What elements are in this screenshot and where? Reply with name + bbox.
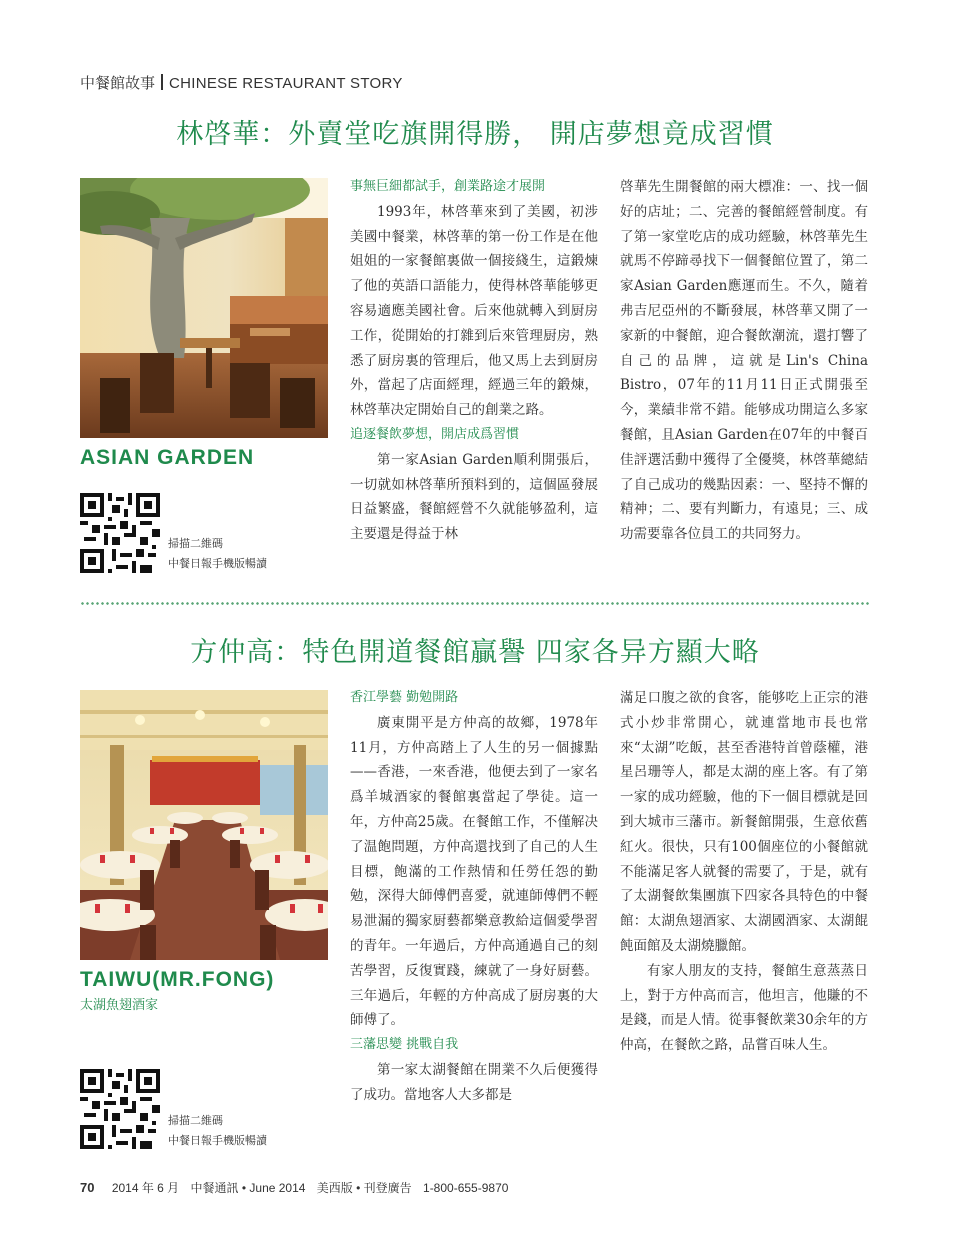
publication-name: 中餐通訊 • June 2014 [190,1181,306,1195]
subheading: 事無巨細都試手，創業路途才展開 [350,179,546,194]
article2-headline: 方仲高：特色開道餐館贏譽 四家各异方顯大略 [190,637,760,668]
section-divider [80,601,870,607]
subheading: 香江學藝 勤勉開路 [350,690,459,705]
qr-caption-line1: 掃描二維碼 [168,1114,223,1127]
qr-caption-line2: 中餐日報手機版暢讀 [168,1134,267,1147]
edition-label: 美西版 • 刊登廣告 [316,1181,412,1195]
article1-column2 [620,175,868,597]
subheading: 追逐餐飲夢想，開店成爲習慣 [350,426,520,442]
header-divider [161,74,163,90]
article1-column1 [350,175,598,597]
article2-column2 [620,686,868,1136]
qr-caption-line1: 掃描二維碼 [168,537,223,550]
article1-headline: 林啓華：外賣堂吃旗開得勝， 開店夢想竟成習慣 [176,119,774,150]
paragraph: 1993年，林啓華來到了美國，初涉美國中餐業，林啓華的第一份工作是在他姐姐的一家餐館裏做一個接綫生，這鍛煉了他的英語口語能力，使得林啓華能够更容易適應美國社會。后來他就轉入到厨房工作，從開始的打雜到后來管理厨房，熟悉了厨房裏的管理后，他又馬上去到厨房外，當起了店面經理，經過三年的鍛煉，林啓華决定開始自己的創業之路。 [350,203,598,419]
section-name-cn: 中餐館故事 [80,74,156,92]
article2-photo-caption-cn: 太湖魚翅酒家 [80,998,159,1013]
page-number: 70 [80,1180,95,1195]
paragraph-continued: 滿足口腹之欲的食客，能够吃上正宗的港式小炒非常開心，就連當地市長也常來“太湖”吃飯，甚至香港特首曾蔭權，港星呂珊等人，都是太湖的座上客。有了第一家的成功經驗，他的下一個目標就是回到大城市三藩市。新餐館開張，生意依舊紅火。很快，只有100個座位的小餐館就不能滿足客人就餐的需要了，于是，就有了太湖餐飲集團旗下四家各具特色的中餐館：太湖魚翅酒家、太湖國酒家、太湖餛飩面館及太湖燒臘館。 [620,690,868,954]
paragraph-continued: 啓華先生開餐館的兩大標准：一、找一個好的店址；二、完善的餐館經營制度。有了第一家堂吃店的成功經驗，林啓華先生就馬不停蹄尋找下一個餐館位置了，第二家Asian Garden應運而生。不久，隨着弗吉尼亞州的不斷發展，林啓華又開了一家新的中餐館，迎合餐飲潮流，還打響了自己的品牌，這就是Lin's China Bistro，07年的11月11日正式開張至今，業績非常不錯。能够成功開這么多家餐館，且Asian Garden在07年的中餐百佳評選活動中獲得了全優獎，林啓華總結了自己成功的幾點因素：一、堅持不懈的精神；二、要有判斷力，有遠見；三、成功需要靠各位員工的共同努力。 [620,179,868,543]
qr-caption-line2: 中餐日報手機版暢讀 [168,557,267,570]
qr-caption [168,1111,267,1151]
paragraph: 第一家太湖餐館在開業不久后便獲得了成功。當地客人大多都是 [350,1061,598,1103]
paragraph: 第一家Asian Garden順利開張后，一切就如林啓華所預料到的，這個區發展日益繁盛，餐館經營不久就能够盈利，這主要還是得益于林 [350,451,598,543]
article1-photo-caption: ASIAN GARDEN [80,446,255,469]
qr-caption [168,534,267,574]
article2-column1 [350,686,598,1136]
section-header [80,72,403,93]
section-name-en: CHINESE RESTAURANT STORY [169,75,403,92]
paragraph: 有家人朋友的支持，餐館生意蒸蒸日上，對于方仲高而言，他坦言，他賺的不是錢，而是人情。從事餐飲業30余年的方仲高，在餐飲之路，品嘗百味人生。 [620,962,868,1054]
asian-garden-photo [80,178,328,438]
qr-code[interactable] [80,1069,160,1149]
ad-phone: 1-800-655-9870 [423,1181,509,1195]
qr-code[interactable] [80,493,160,573]
subheading: 三藩思變 挑戰自我 [350,1037,459,1053]
taiwu-restaurant-photo [80,690,328,960]
page-footer [80,1179,516,1196]
article2-photo-caption: TAIWU(MR.FONG) [80,968,275,991]
paragraph: 廣東開平是方仲高的故鄉，1978年11月，方仲高踏上了人生的另一個據點——香港，一來香港，他便去到了一家名爲羊城酒家的餐館裏當起了學徒。這一年，方仲高25歲。在餐館工作，不僅解决了温飽問題，方仲高還找到了自己的人生目標，飽滿的工作熱情和任勞任怨的勤勉，深得大師傅們喜愛，就連師傅們不輕易泄漏的獨家厨藝都樂意教給這個愛學習的青年。一年過后，方仲高通過自己的刻苦學習，反復實踐，練就了一身好厨藝。三年過后，年輕的方仲高成了厨房裏的大師傅了。 [350,714,598,1029]
issue-date: 2014 年 6 月 [111,1181,180,1195]
